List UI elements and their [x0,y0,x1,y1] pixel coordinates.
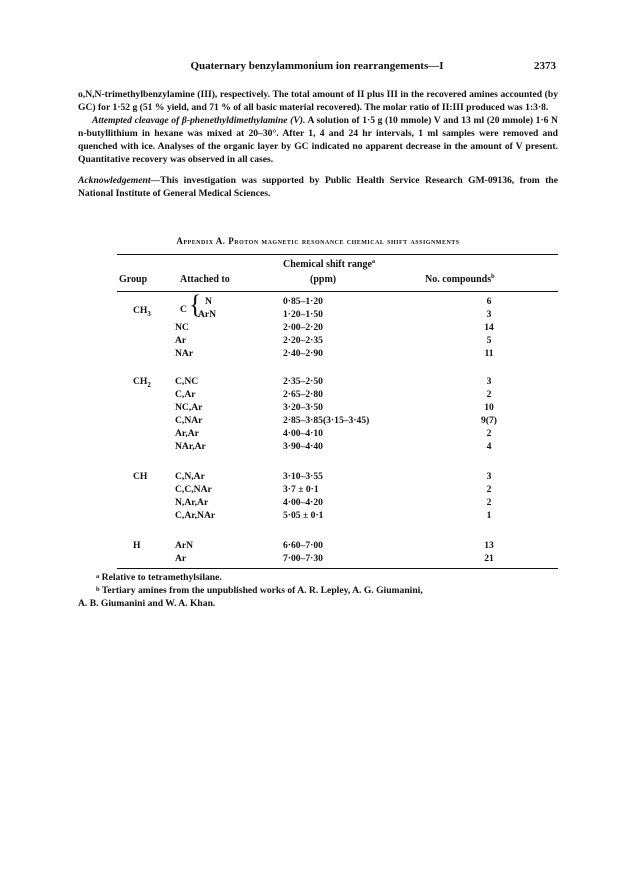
attached-to: C,NAr [175,415,203,426]
header-no-compounds: No. compounds$^b$ [425,273,495,285]
body-text [78,88,558,200]
acknowledgement-text: —This investigation was supported by Public Health Service Research GM-09136, from the National Institute of General Medical Sciences. [78,175,558,199]
shift-range: 5·05 ± 0·1 [283,510,324,521]
footnote-b-continuation: A. B. Giumanini and W. A. Khan. [78,598,216,609]
compound-count: 6 [486,296,492,307]
group-label: CH [133,471,148,482]
attached-to: C,NC [175,376,199,387]
table-top-rule [117,254,558,255]
attached-to: Ar [175,335,187,346]
compound-count: 2 [486,428,492,439]
attached-to: C,Ar [175,389,196,400]
compound-count: 10 [484,402,494,413]
shift-range: 4·00–4·10 [283,428,323,439]
header-range-line1: Chemical shift range$^a$ [283,258,376,270]
header-range-line2: (ppm) [310,274,337,285]
compound-count: 2 [486,497,492,508]
attached-to: N [205,296,212,307]
compound-count: 3 [486,471,492,482]
appendix-title: Appendix A. Proton magnetic resonance chemical shift assignments [176,236,460,246]
page-number: 2373 [534,60,556,72]
shift-range: 2·40–2·90 [283,348,323,359]
brace-symbol: { [189,290,202,319]
shift-range: 4·00–4·20 [283,497,323,508]
attached-to: ArN [198,309,217,320]
paragraph-continuation: o,N,N-trimethylbenzylamine (III), respectively. The total amount of II plus III in the recovered amines accounted (by GC) for 1·52 g (51 % yield, and 71 % of all basic material recovered). The molar ratio of II:III produced was 1:3·8. [78,89,558,113]
compound-count: 3 [486,376,492,387]
attached-to: NC [175,322,189,333]
compound-count: 3 [486,309,492,320]
compound-count: 5 [486,335,492,346]
attached-to: C,C,NAr [175,484,212,495]
table-header-rule [117,291,558,292]
paragraph-text: A solution of 1·5 g (10 mmole) V and 13 ml (20 mmole) 1·6 N n-butyllithium in hexane was mixed at 20–30°. After 1, 4 and 24 hr intervals, 1 ml samples were removed and quenched with ice. Analyses of the organic layer by GC indicated no apparent decrease in the amount of V present. Quantitative recovery was observed in all cases. [78,115,558,165]
attached-to: N,Ar,Ar [175,497,209,508]
group-label: H [133,540,141,551]
compound-count: 13 [484,540,494,551]
shift-range: 6·60–7·00 [283,540,323,551]
table-bottom-rule [117,568,558,569]
compound-count: 2 [486,484,492,495]
footnotes [78,571,558,610]
compound-count: 11 [484,348,494,359]
compound-count: 21 [484,553,494,564]
compound-count: 4 [486,441,492,452]
shift-range: 7·00–7·30 [283,553,323,564]
acknowledgement-heading: Acknowledgement [78,175,151,186]
attached-to: NAr [175,348,194,359]
group-subscript: 2 [147,380,151,389]
footnote-b: $^b$ Tertiary amines from the unpublished works of A. R. Lepley, A. G. Giumanini, [96,585,423,596]
shift-range: 2·85–3·85(3·15–3·45) [283,415,370,426]
group-label: $CH_2$ [133,376,151,389]
group-subscript: 3 [147,309,151,318]
header-attached-to: Attached to [180,274,230,285]
attached-to: NAr,Ar [175,441,206,452]
attached-to: NC,Ar [175,402,203,413]
shift-range: 3·7 ± 0·1 [283,484,319,495]
compound-count: 9(7) [481,415,497,426]
shift-range: 3·10–3·55 [283,471,323,482]
shift-range: 2·00–2·20 [283,322,323,333]
paragraph-attempted-cleavage [78,114,558,166]
attached-to: ArN [175,540,194,551]
shift-range: 1·20–1·50 [283,309,323,320]
header-group: Group [119,274,148,285]
attached-to: C,N,Ar [175,471,205,482]
attached-prefix: C [180,304,187,315]
compound-count: 14 [484,322,494,333]
running-head [78,60,556,76]
acknowledgement [78,174,558,200]
attached-to: Ar,Ar [175,428,199,439]
shift-range: 2·20–2·35 [283,335,323,346]
shift-range: 2·35–2·50 [283,376,323,387]
running-title: Quaternary benzylammonium ion rearrangements—I [190,60,444,72]
shift-range: 2·65–2·80 [283,389,323,400]
group-label: $CH_3$ [133,305,151,318]
shift-range: 3·90–4·40 [283,441,323,452]
attached-to: Ar [175,553,187,564]
shift-range: 3·20–3·50 [283,402,323,413]
compound-count: 1 [486,510,492,521]
paragraph-heading: Attempted cleavage of β-phenethyldimethylamine (V). [92,115,306,126]
shift-range: 0·85–1·20 [283,296,323,307]
compound-count: 2 [486,389,492,400]
attached-to: C,Ar,NAr [175,510,216,521]
footnote-a: $^a$ Relative to tetramethylsilane. [96,572,222,583]
